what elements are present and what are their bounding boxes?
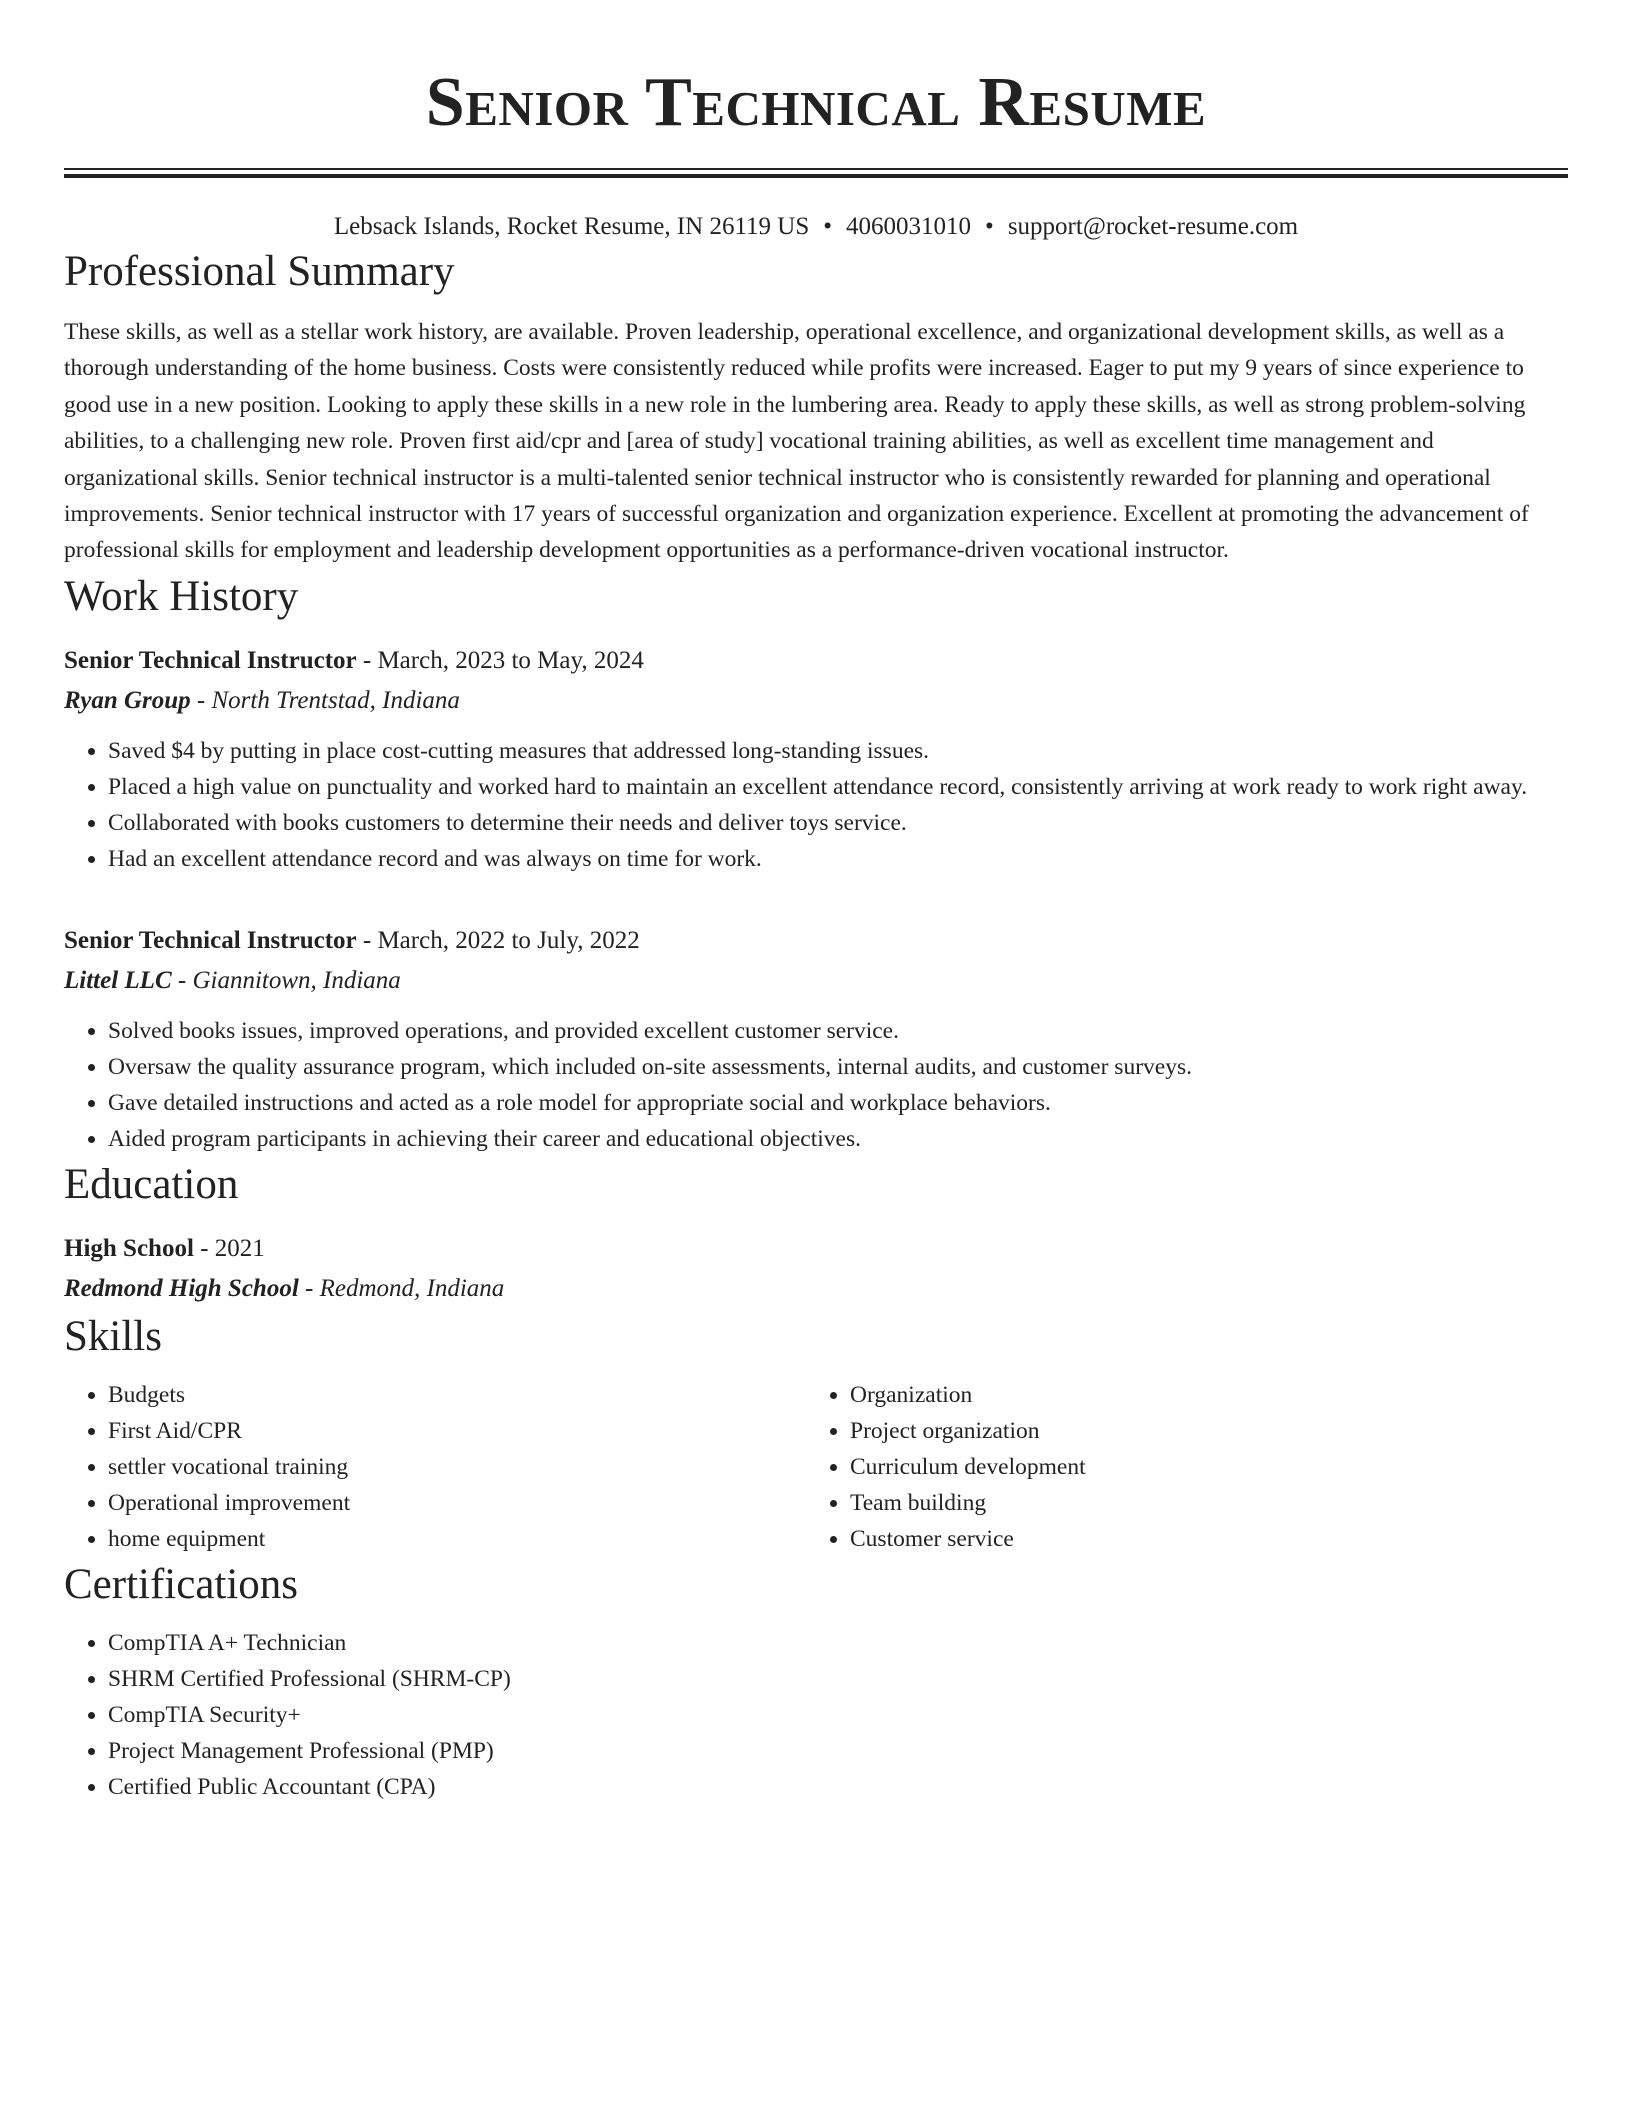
job-company-line [64,681,1568,721]
job-entry [64,921,1568,1157]
certifications-list [64,1625,1568,1805]
job-title-line [64,641,1568,681]
skill-item: • Budgets [108,1377,806,1413]
job-bullets [64,733,1568,877]
certification-item: • Certified Public Accountant (CPA) [108,1769,1568,1805]
education-school-line [64,1269,1568,1309]
education-year: - 2021 [193,1234,265,1262]
skills-column-left [64,1377,806,1557]
skill-item: • Team building [850,1485,1548,1521]
job-title: Senior Technical Instructor [64,646,357,674]
job-location: - North Trentstad, Indiana [190,686,460,714]
job-dates: - March, 2023 to May, 2024 [356,646,644,674]
skill-item: • Organization [850,1377,1548,1413]
certification-item: • SHRM Certified Professional (SHRM-CP) [108,1661,1568,1697]
skills-heading: Skills [64,1312,162,1360]
education-degree: High School [64,1234,194,1262]
skill-item: • Project organization [850,1413,1548,1449]
skills-grid [64,1377,1568,1557]
skills-column-right [806,1377,1548,1557]
education-location: - Redmond, Indiana [298,1274,505,1302]
job-bullet: • Aided program participants in achieving their career and educational objectives. [108,1121,1568,1157]
certification-item: • CompTIA A+ Technician [108,1625,1568,1661]
skill-item: • Operational improvement [108,1485,806,1521]
job-entry [64,641,1568,877]
job-bullet: • Collaborated with books customers to determine their needs and deliver toys service. [108,805,1568,841]
skill-item: • Customer service [850,1521,1548,1557]
skill-item: • home equipment [108,1521,806,1557]
education-school: Redmond High School [64,1274,299,1302]
contact-email: support@rocket-resume.com [1007,213,1299,240]
summary-heading: Professional Summary [64,248,455,295]
contact-separator: • [985,213,994,240]
certifications-heading: Certifications [64,1560,299,1608]
title-divider [64,168,1568,178]
skills-list [806,1377,1548,1557]
job-bullet: • Had an excellent attendance record and was always on time for work. [108,841,1568,877]
job-bullets [64,1013,1568,1157]
job-bullet: • Oversaw the quality assurance program, which included on-site assessments, internal audits, and customer surveys. [108,1049,1568,1085]
contact-address: Lebsack Islands, Rocket Resume, IN 26119 US [333,213,810,240]
job-title-line [64,921,1568,961]
contact-separator: • [823,213,833,240]
job-bullet: • Placed a high value on punctuality and worked hard to maintain an excellent attendance record, consistently arriving at work ready to work right away. [108,769,1568,805]
job-bullet: • Gave detailed instructions and acted as a role model for appropriate social and workplace behaviors. [108,1085,1568,1121]
education-degree-line [64,1229,1568,1269]
job-bullet: • Saved $4 by putting in place cost-cutting measures that addressed long-standing issues. [108,733,1568,769]
skill-item: • First Aid/CPR [108,1413,806,1449]
job-location: - Giannitown, Indiana [171,966,401,994]
job-dates: - March, 2022 to July, 2022 [356,926,640,954]
job-company: Ryan Group [64,686,191,714]
job-company-line [64,961,1568,1001]
education-heading: Education [64,1160,239,1208]
skills-list [64,1377,806,1557]
contact-phone: 4060031010 [846,213,972,240]
skill-item: • Curriculum development [850,1449,1548,1485]
summary-text: These skills, as well as a stellar work history, are available. Proven leadership, operational excellence, and organizational development skills, as well as a thorough understanding of the home business. Costs were consistently reduced while profits were increased. Eager to put my 9 years of since experience to good use in a new position. Looking to apply these skills in a new role in the lumbering area. Ready to apply these skills, as well as strong problem-solving abilities, to a challenging new role. Proven first aid/cpr and [area of study] vocational training abilities, as well as excellent time management and organizational skills. Senior technical instructor is a multi-talented senior technical instructor who is consistently rewarded for planning and operational improvements. Senior technical instructor with 17 years of successful organization and organization experience. Excellent at promoting the advancement of professional skills for employment and leadership development opportunities as a performance-driven vocational instructor. [64,319,1529,564]
resume-title: Senior Technical Resume [425,64,1207,141]
work-history-heading: Work History [64,572,299,620]
job-company: Littel LLC [64,966,172,994]
skill-item: • settler vocational training [108,1449,806,1485]
job-title: Senior Technical Instructor [64,926,357,954]
certification-item: • CompTIA Security+ [108,1697,1568,1733]
job-bullet: • Solved books issues, improved operations, and provided excellent customer service. [108,1013,1568,1049]
contact-line [64,210,1568,244]
certification-item: • Project Management Professional (PMP) [108,1733,1568,1769]
